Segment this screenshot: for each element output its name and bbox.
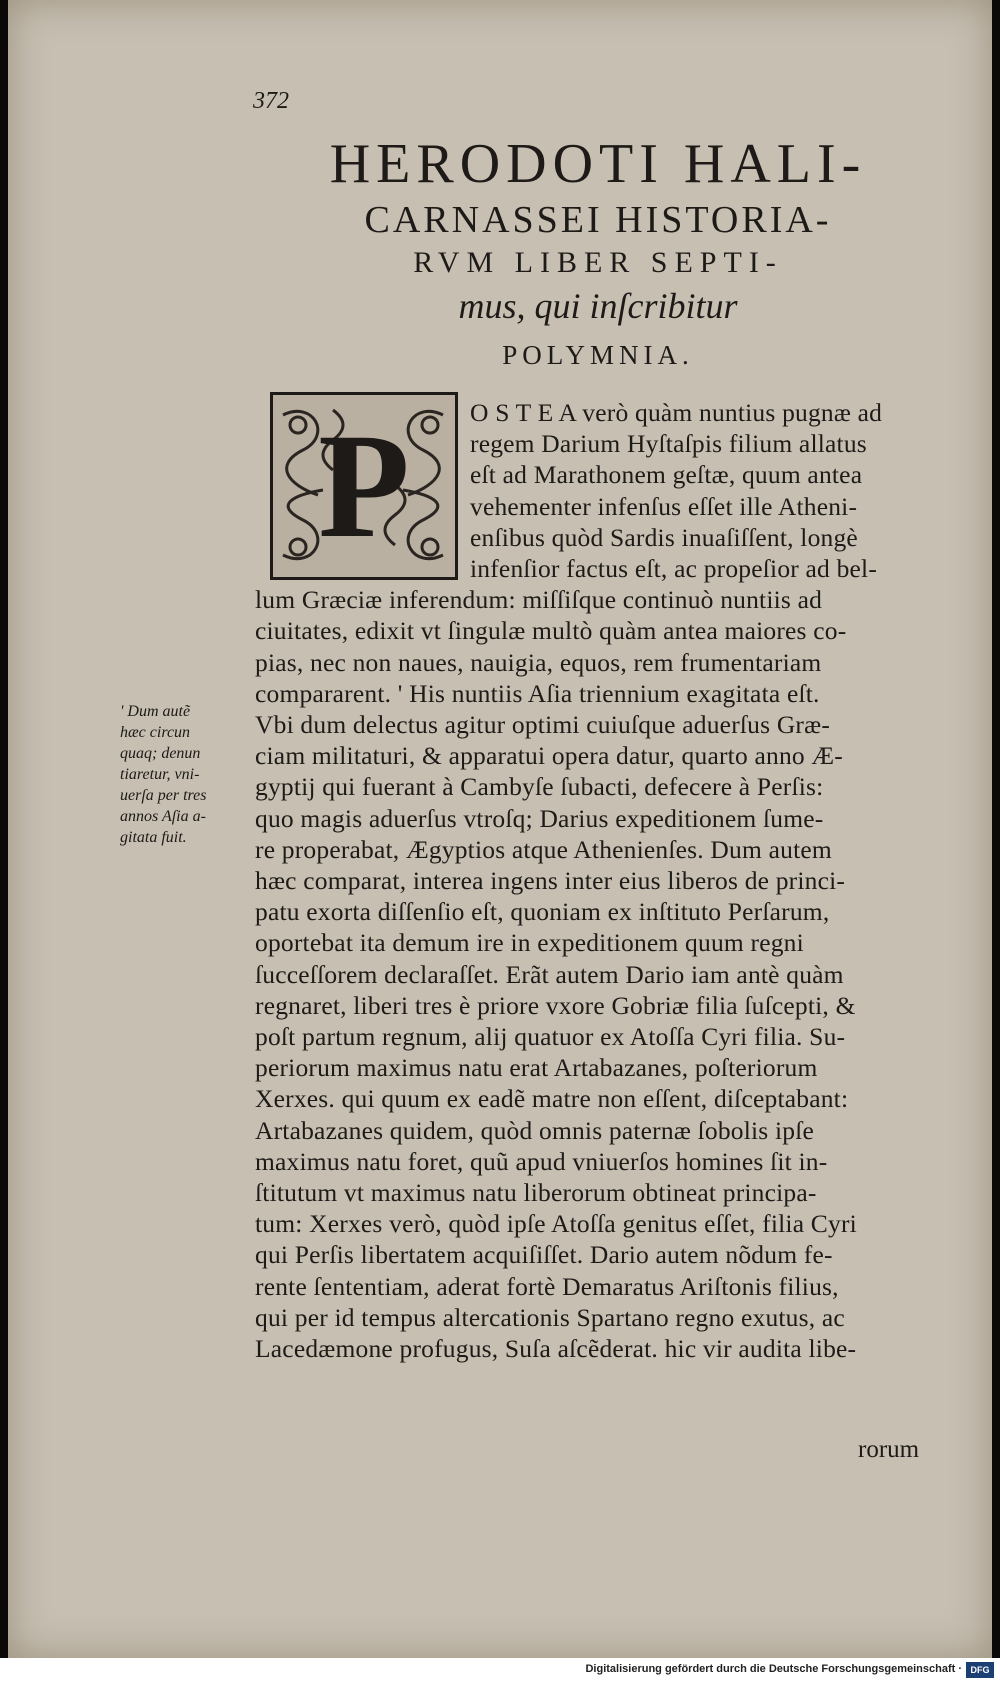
catchword: rorum [858,1436,920,1463]
body-line: enſibus quòd Sardis inuaſiſſent, longè [470,522,858,552]
marginal-note-line: ' Dum autẽ [120,703,191,720]
footer-bar [0,1658,1000,1684]
body-line: qui Perſis libertatem acquiſiſſet. Dario autem nõdum fe- [255,1240,833,1270]
dfg-logo: DFG [966,1662,994,1678]
marginal-note-line: tiaretur, vni- [120,766,200,783]
body-line: tum: Xerxes verò, quòd ipſe Atoſſa genitus eſſet, filia Cyri [255,1209,857,1239]
body-line: maximus natu foret, quũ apud vniuerſos homines ſit in- [255,1146,828,1176]
body-line: pias, nec non naues, nauigia, equos, rem frumentariam [255,647,822,677]
body-line: Xerxes. qui quum ex eadẽ matre non eſſent, diſceptabant: [255,1084,849,1114]
body-line: re properabat, Ægyptios atque Athenienſes. Dum autem [255,834,832,864]
body-line: regnaret, liberi tres è priore vxore Gobriæ filia ſuſcepti, & [255,990,856,1020]
body-line: regem Darium Hyſtaſpis filium allatus [470,429,867,459]
footer-credit: Digitalisierung gefördert durch die Deutsche Forschungsgemeinschaft · [585,1663,962,1675]
body-line: ſucceſſorem declaraſſet. Erãt autem Dario iam antè quàm [255,959,844,989]
body-line: periorum maximus natu erat Artabazanes, poſteriorum [255,1053,818,1083]
page-number: 372 [253,88,289,114]
marginal-note-line: gitata fuit. [120,829,187,846]
body-line: Lacedæmone profugus, Suſa aſcẽderat. hic vir audita libe- [255,1334,857,1363]
body-line: quo magis aduerſus vtroſq; Darius expeditionem ſume- [255,803,824,833]
body-line: gyptij qui fuerant à Cambyſe ſubacti, defecere à Perſis: [255,772,824,802]
title-line-1: HERODOTI HALI- [329,133,867,195]
marginal-note-line: quaq; denun [120,745,201,762]
book-page [8,0,992,1658]
body-line: ſtitutum vt maximus natu liberorum obtineat principa- [255,1178,817,1207]
body-line: compararent. ' His nuntiis Aſia triennium exagitata eſt. [255,678,820,708]
body-line: ciam militaturi, & apparatui opera datur, quarto anno Æ- [255,741,843,771]
body-line: infenſior factus eſt, ac propeſior ad bel- [470,554,878,583]
title-line-2: CARNASSEI HISTORIA- [364,199,832,241]
body-line: O S T E A verò quàm nuntius pugnæ ad [470,398,883,427]
title-line-5: POLYMNIA. [502,340,694,370]
body-line: qui per id tempus altercationis Spartano regno exutus, ac [255,1302,845,1332]
body-line: lum Græciæ inferendum: miſſiſque continuò nuntiis ad [255,585,823,615]
body-line: Vbi dum delectus agitur optimi cuiuſque aduerſus Græ- [255,710,831,739]
marginal-note-line: hæc circun [120,724,191,741]
body-line: Artabazanes quidem, quòd omnis paternæ ſobolis ipſe [255,1115,815,1145]
body-line: eſt ad Marathonem geſtæ, quum antea [470,460,863,490]
body-line: rente ſententiam, aderat fortè Demaratus Ariſtonis filius, [255,1271,839,1301]
body-line: patu exorta diſſenſio eſt, quoniam ex inſtituto Perſarum, [255,897,830,927]
body-line: oportebat ita demum ire in expeditionem quum regni [255,928,804,958]
body-line: poſt partum regnum, alij quatuor ex Atoſſa Cyri filia. Su- [255,1022,846,1051]
title-line-3: RVM LIBER SEPTI- [413,246,783,279]
marginal-note-line: uerſa per tres [120,787,207,804]
body-line: hæc comparat, interea ingens inter eius liberos de princi- [255,866,846,895]
body-line: vehementer infenſus eſſet ille Atheni- [470,491,858,521]
decorated-initial [270,392,458,580]
body-line: ciuitates, edixit vt ſingulæ multò quàm antea maiores co- [255,616,847,646]
marginal-note-line: annos Aſia a- [120,808,206,825]
title-line-4: mus, qui inſcribitur [458,286,738,326]
initial-letter: P [318,403,410,569]
